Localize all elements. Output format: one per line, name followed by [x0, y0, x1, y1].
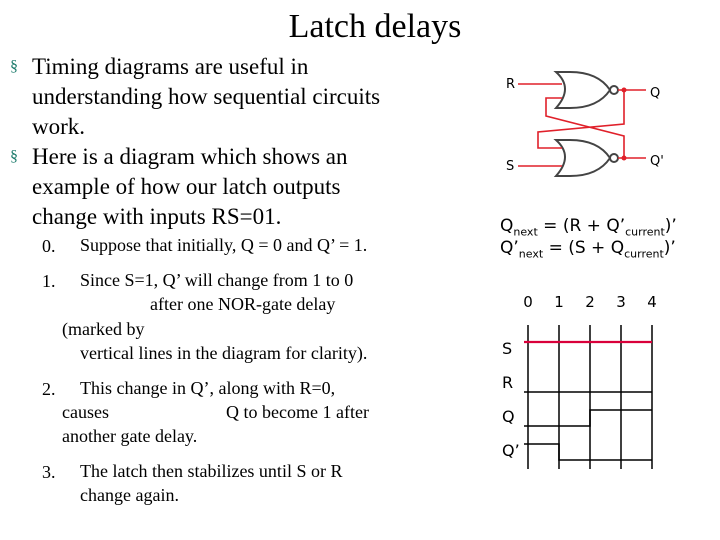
time-label: 3 [616, 293, 626, 311]
step-text: Since S=1, Q’ will change from 1 to 0 [80, 270, 354, 290]
eq-text: = (S + Q [543, 238, 625, 258]
step-text: This change in Q’, along with R=0, [80, 378, 336, 398]
bullet-line: example of how our latch outputs [32, 174, 341, 199]
slide-title: Latch delays [288, 8, 462, 45]
eq-sub: next [513, 225, 538, 239]
input-r-label: R [506, 77, 516, 92]
bullet-line: work. [32, 114, 86, 139]
waveform-2 [524, 410, 652, 426]
bullet-text [32, 52, 380, 142]
step-text: The latch then stabilizes until S or R [80, 461, 343, 481]
step-text: change again. [80, 485, 179, 505]
step-text: vertical lines in the diagram for clarity). [80, 343, 368, 363]
bullet-list [10, 52, 450, 232]
eq-sub: next [518, 247, 544, 261]
time-label: 0 [523, 293, 533, 311]
equation-qbarnext [500, 237, 676, 265]
bullet-line: understanding how sequential circuits [32, 84, 381, 109]
eq-text: Q’ [500, 238, 519, 258]
time-label: 1 [554, 293, 564, 311]
latch-wires [518, 84, 646, 166]
bullet-item [10, 52, 450, 142]
eq-text: Q [500, 216, 514, 236]
output-q-label: Q [650, 86, 661, 101]
time-label: 4 [647, 293, 657, 311]
step-text: causes [62, 402, 109, 422]
signal-label: Q [502, 407, 515, 426]
step-number: 1. [42, 271, 56, 291]
output-qbar-label: Q' [650, 154, 664, 169]
nor-bubble-bottom [610, 154, 618, 162]
sr-latch-circuit [498, 60, 678, 185]
junction-dot [622, 88, 627, 93]
bullet-text [32, 142, 348, 232]
step-text: Suppose that initially, Q = 0 and Q’ = 1. [80, 235, 368, 255]
signal-label: Q’ [502, 441, 520, 460]
nor-gate-bottom [556, 140, 610, 176]
time-label: 2 [585, 293, 595, 311]
nor-gate-top [556, 72, 610, 108]
step-number: 3. [42, 462, 56, 482]
bullet-line: change with inputs RS=01. [32, 204, 282, 229]
nor-bubble-top [610, 86, 618, 94]
step-number: 0. [42, 236, 56, 256]
bullet-line: Here is a diagram which shows an [32, 144, 348, 169]
step-text: another gate delay. [62, 426, 198, 446]
junction-dot [622, 156, 627, 161]
bullet-marker-icon: § [10, 148, 18, 165]
step-text: after one NOR-gate delay [150, 294, 336, 314]
eq-text: = (R + Q’ [537, 216, 626, 236]
bullet-item [10, 142, 450, 232]
eq-text: )’ [663, 238, 676, 258]
bullet-marker-icon: § [10, 58, 18, 75]
waveform-3 [524, 444, 652, 460]
timing-diagram [490, 285, 690, 480]
step-number: 2. [42, 379, 56, 399]
bullet-line: Timing diagrams are useful in [32, 54, 309, 79]
eq-sub: current [624, 247, 664, 261]
step-text: (marked by [62, 319, 145, 339]
eq-sub: current [625, 225, 665, 239]
step-text: Q to become 1 after [226, 402, 369, 422]
signal-label: R [502, 373, 514, 392]
input-s-label: S [506, 159, 515, 174]
signal-label: S [502, 339, 513, 358]
eq-text: )’ [664, 216, 677, 236]
